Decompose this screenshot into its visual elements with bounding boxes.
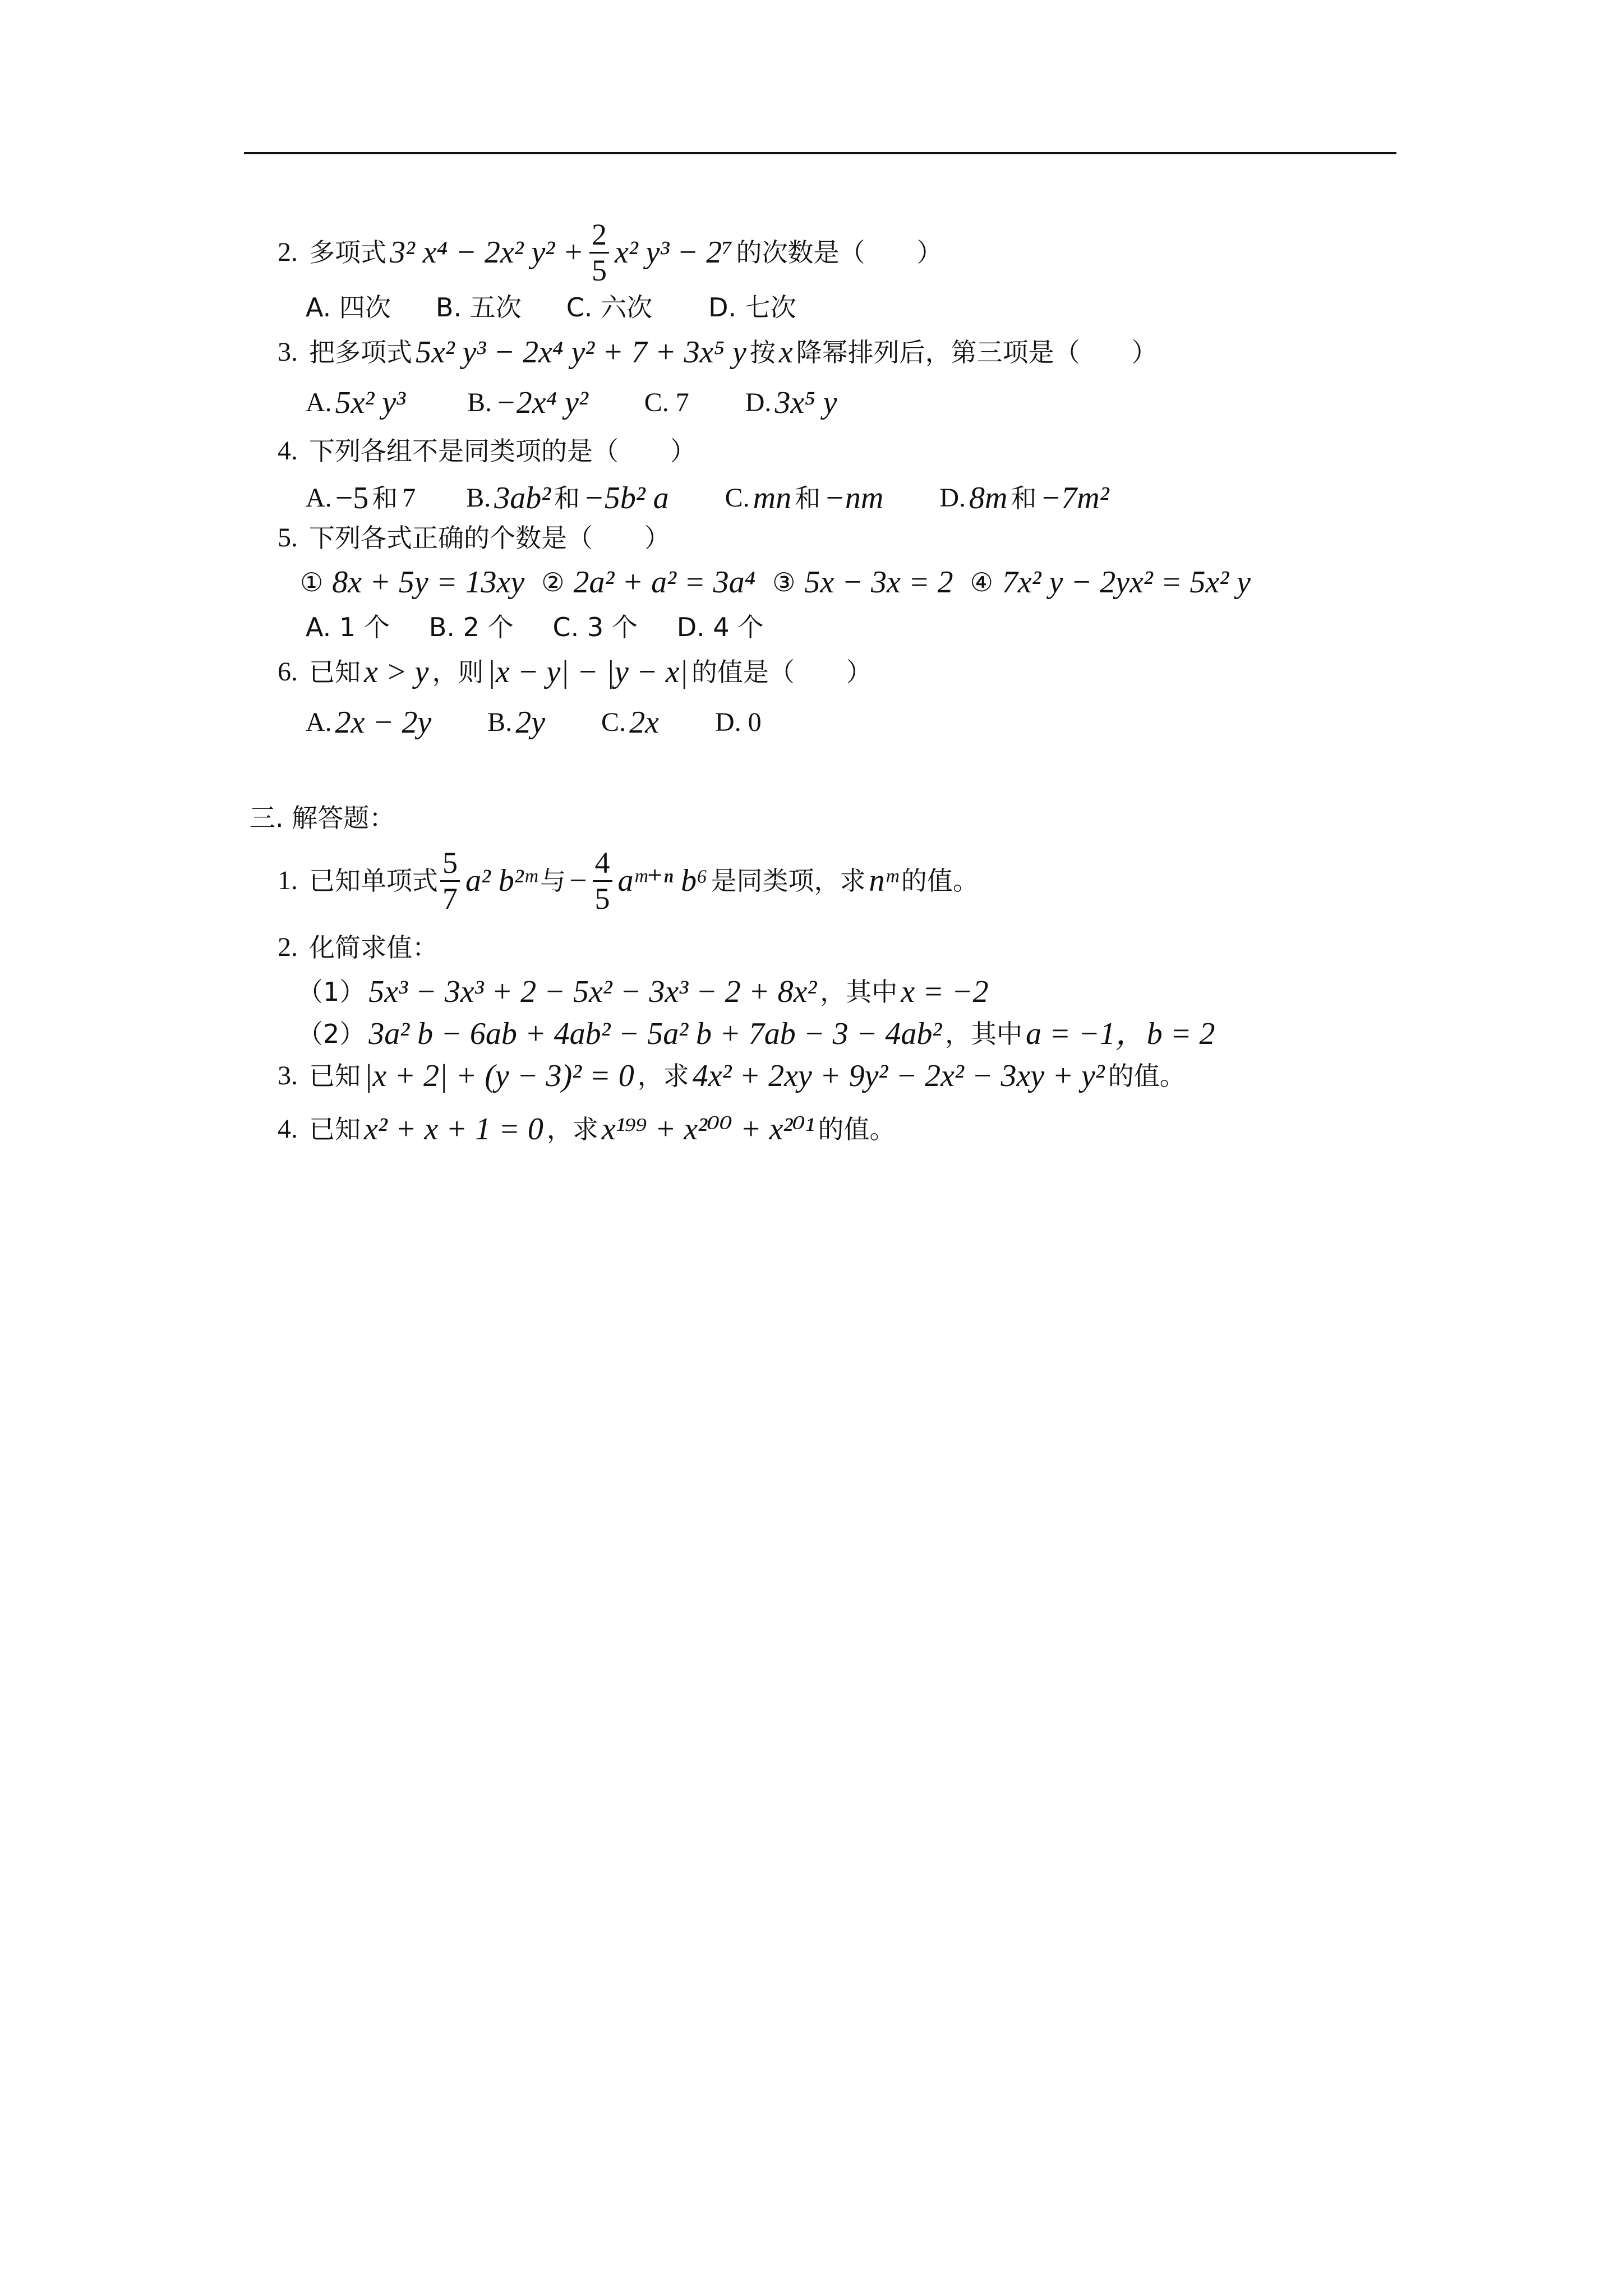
question-text: 是同类项，求 bbox=[711, 866, 866, 896]
option-b-expr: −2x⁴ y² bbox=[495, 385, 588, 420]
item-3-expr: 5x − 3x = 2 bbox=[804, 565, 953, 600]
math-expression: 5x³ − 3x³ + 2 − 5x² − 3x³ − 2 + 8x² bbox=[368, 974, 817, 1009]
section-3-title bbox=[250, 805, 395, 831]
option-c-expr: 2x bbox=[629, 705, 659, 740]
math-expression: nᵐ bbox=[869, 863, 898, 899]
math-variable: x bbox=[778, 335, 793, 370]
question-text: 的值。 bbox=[901, 866, 979, 896]
question-number: 3. bbox=[278, 1061, 298, 1091]
fraction-denominator: 7 bbox=[442, 881, 458, 915]
answer-question-2-sub-2 bbox=[297, 1018, 1219, 1050]
answer-question-3 bbox=[278, 1060, 1186, 1092]
question-4-options bbox=[306, 482, 1113, 514]
math-expression: 4x² + 2xy + 9y² − 2x² − 3xy + y² bbox=[692, 1059, 1105, 1093]
answer-question-4 bbox=[278, 1114, 895, 1145]
question-5-options bbox=[306, 614, 763, 640]
option-c-expr-1: mn bbox=[753, 481, 792, 516]
question-2 bbox=[278, 219, 943, 286]
question-text: 已知 bbox=[309, 1114, 361, 1144]
fraction-denominator: 5 bbox=[591, 253, 607, 287]
option-a-and: 和 bbox=[372, 483, 398, 513]
math-expression: aᵐ⁺ⁿ b⁶ bbox=[617, 863, 708, 899]
option-d-label: D. bbox=[939, 483, 966, 513]
option-d-label: D. bbox=[745, 388, 772, 417]
section-title: 三. 解答题： bbox=[250, 803, 395, 833]
item-2-expr: 2a² + a² = 3a⁴ bbox=[573, 565, 756, 600]
question-text: 已知 bbox=[309, 657, 361, 687]
option-a-label: A. bbox=[306, 483, 332, 513]
option-d: D. 4 个 bbox=[676, 612, 764, 642]
fraction bbox=[440, 847, 460, 914]
option-c-label: C. bbox=[601, 707, 626, 737]
item-4-expr: 7x² y − 2yx² = 5x² y bbox=[1002, 565, 1251, 600]
answer-question-1 bbox=[278, 847, 979, 914]
option-b: B. 2 个 bbox=[428, 612, 514, 642]
math-condition: x² + x + 1 = 0 bbox=[364, 1112, 543, 1147]
question-6-options bbox=[306, 707, 762, 738]
minus-sign: − bbox=[569, 863, 587, 899]
math-expression: x² y³ − 2⁷ bbox=[614, 235, 733, 270]
fraction-numerator: 2 bbox=[589, 219, 609, 254]
option-b-expr-1: 3ab² bbox=[494, 481, 551, 516]
question-2-options bbox=[306, 292, 796, 323]
question-3-options bbox=[306, 387, 841, 418]
option-d-expr-1: 8m bbox=[969, 481, 1008, 516]
option-b-expr-2: −5b² a bbox=[583, 481, 669, 516]
question-text: 已知单项式 bbox=[309, 866, 438, 896]
option-c-and: 和 bbox=[795, 483, 821, 513]
question-4 bbox=[278, 438, 696, 464]
math-expression: x¹⁹⁹ + x²⁰⁰ + x²⁰¹ bbox=[601, 1112, 815, 1147]
question-text: ，求 bbox=[546, 1114, 598, 1144]
option-d-expr: 3x⁵ y bbox=[774, 385, 837, 420]
option-c: C. 3 个 bbox=[552, 612, 638, 642]
fraction-numerator: 5 bbox=[440, 847, 460, 882]
item-1-expr: 8x + 5y = 13xy bbox=[332, 565, 525, 600]
option-a-expr: 5x² y³ bbox=[335, 385, 405, 420]
math-expression: |x − y| − |y − x| bbox=[487, 655, 688, 689]
math-expression: 3² x⁴ − 2x² y² + bbox=[390, 235, 584, 270]
option-b-expr: 2y bbox=[515, 705, 546, 740]
question-text: ，则 bbox=[432, 657, 484, 687]
math-condition: |x + 2| + (y − 3)² = 0 bbox=[364, 1059, 634, 1093]
question-text: 的值。 bbox=[1108, 1061, 1186, 1091]
math-expression: 5x² y³ − 2x⁴ y² + 7 + 3x⁵ y bbox=[416, 335, 746, 370]
option-b-label: B. bbox=[467, 388, 492, 417]
question-text: 下列各组不是同类项的是（ ） bbox=[309, 436, 696, 466]
question-number: 2. bbox=[278, 237, 298, 268]
item-1-mark: ① bbox=[300, 567, 324, 597]
question-text: 已知 bbox=[309, 1061, 361, 1091]
math-expression: a² b²ᵐ bbox=[465, 863, 537, 899]
sub-mark: （2） bbox=[297, 1019, 366, 1049]
option-b-and: 和 bbox=[554, 483, 580, 513]
question-text: 把多项式 bbox=[309, 337, 412, 367]
item-4-mark: ④ bbox=[970, 567, 993, 597]
option-b-label: B. bbox=[466, 483, 491, 513]
question-number: 5. bbox=[278, 523, 298, 553]
math-expression: 3a² b − 6ab + 4ab² − 5a² b + 7ab − 3 − 4ab² bbox=[368, 1016, 942, 1051]
math-condition: x > y bbox=[364, 655, 429, 689]
question-text: ，其中 bbox=[945, 1019, 1023, 1049]
fraction-numerator: 4 bbox=[593, 847, 612, 882]
question-number: 1. bbox=[278, 866, 298, 896]
question-number: 4. bbox=[278, 1114, 298, 1144]
question-6 bbox=[278, 656, 872, 688]
option-a: A. 四次 bbox=[306, 292, 391, 323]
answer-question-2-sub-1 bbox=[297, 976, 992, 1007]
option-a-expr-2: 7 bbox=[402, 483, 416, 513]
option-d-expr-2: −7m² bbox=[1040, 481, 1109, 516]
option-a: A. 1 个 bbox=[306, 612, 390, 642]
option-a-expr: 2x − 2y bbox=[335, 705, 432, 740]
fraction bbox=[589, 219, 609, 286]
math-condition: a = −1，b = 2 bbox=[1026, 1016, 1215, 1051]
question-text: ，求 bbox=[637, 1061, 689, 1091]
question-text: 下列各式正确的个数是（ ） bbox=[309, 523, 670, 553]
math-condition: x = −2 bbox=[901, 974, 989, 1009]
option-c-label: C. bbox=[725, 483, 750, 513]
fraction bbox=[593, 847, 612, 914]
question-text: 与 bbox=[540, 866, 566, 896]
option-d-and: 和 bbox=[1011, 483, 1037, 513]
question-text: 降幂排列后，第三项是（ ） bbox=[796, 337, 1158, 367]
question-number: 4. bbox=[278, 436, 298, 466]
question-text: 多项式 bbox=[309, 237, 386, 268]
question-5-items bbox=[300, 567, 1254, 598]
option-d-label: D. 0 bbox=[714, 707, 762, 737]
question-3 bbox=[278, 337, 1158, 368]
option-c-expr-2: −nm bbox=[824, 481, 884, 516]
question-number: 2. bbox=[278, 932, 298, 962]
question-text: 化简求值： bbox=[309, 932, 438, 963]
option-b: B. 五次 bbox=[435, 292, 522, 323]
option-a-label: A. bbox=[306, 707, 332, 737]
question-5 bbox=[278, 524, 670, 551]
fraction-denominator: 5 bbox=[594, 881, 610, 915]
question-text: 按 bbox=[749, 337, 776, 367]
question-text: 的值是（ ） bbox=[691, 657, 872, 687]
question-number: 3. bbox=[278, 337, 298, 367]
option-c-label: C. 7 bbox=[644, 388, 689, 417]
option-a-expr-1: −5 bbox=[335, 481, 369, 516]
option-c: C. 六次 bbox=[566, 292, 653, 323]
sub-mark: （1） bbox=[297, 977, 366, 1007]
item-2-mark: ② bbox=[541, 567, 565, 597]
item-3-mark: ③ bbox=[772, 567, 796, 597]
option-b-label: B. bbox=[487, 707, 513, 737]
answer-question-2 bbox=[278, 934, 438, 961]
option-d: D. 七次 bbox=[708, 292, 796, 323]
question-text: ，其中 bbox=[820, 977, 898, 1007]
header-rule bbox=[244, 152, 1396, 154]
question-text: 的值。 bbox=[818, 1114, 896, 1144]
question-text: 的次数是（ ） bbox=[736, 237, 943, 268]
question-number: 6. bbox=[278, 657, 298, 687]
option-a-label: A. bbox=[306, 388, 332, 417]
